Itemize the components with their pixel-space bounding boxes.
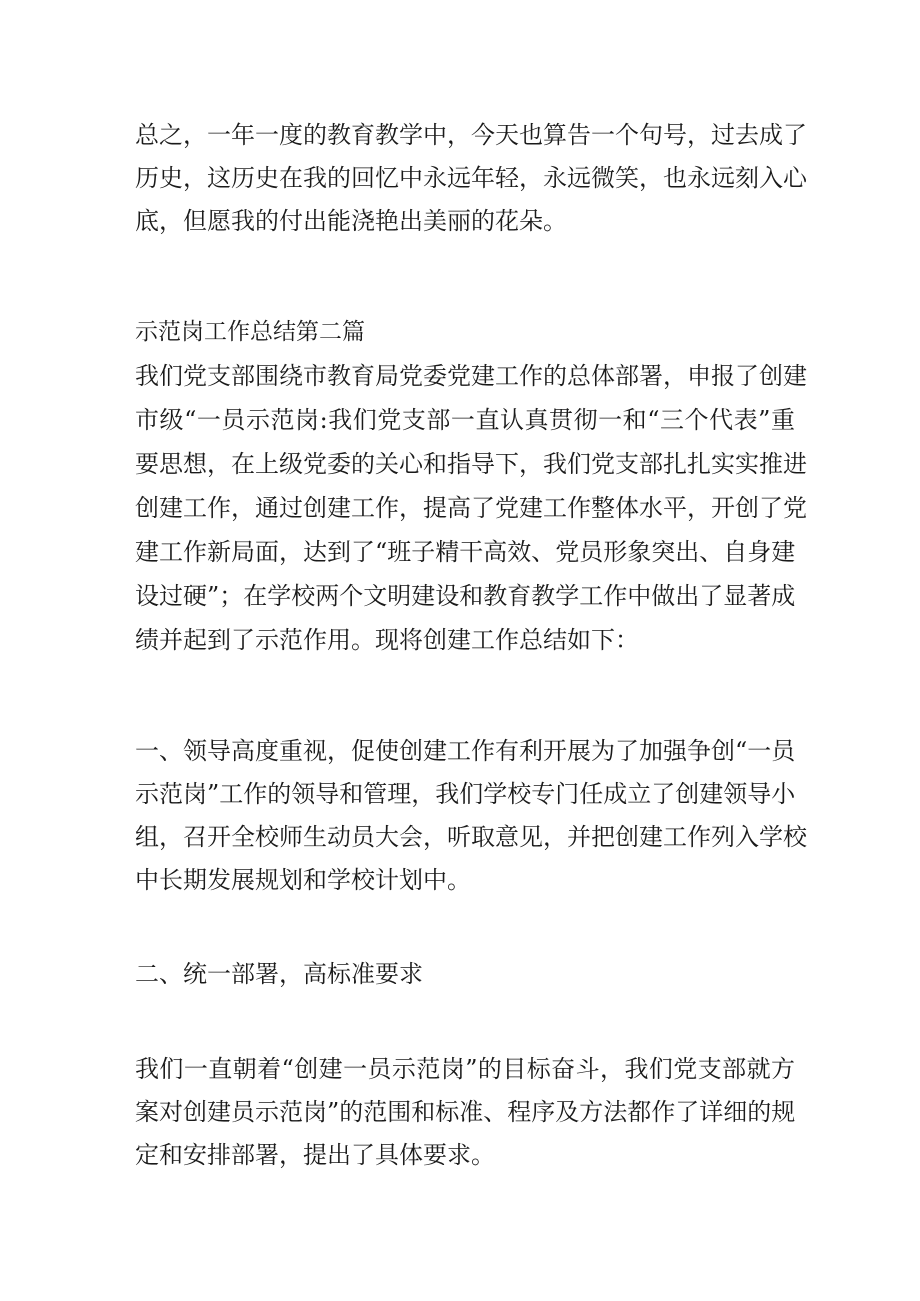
paragraph-3-line-4: 中长期发展规划和学校计划中。 <box>135 866 471 894</box>
heading-2: 二、统一部署，高标准要求 <box>135 960 423 988</box>
paragraph-1-line-2: 历史，这历史在我的回忆中永远年轻，永远微笑，也永远刻入心 <box>135 164 807 192</box>
paragraph-3-line-2: 示范岗”工作的领导和管理，我们学校专门任成立了创建领导小 <box>135 780 796 808</box>
paragraph-3-line-3: 组，召开全校师生动员大会，听取意见，并把创建工作列入学校 <box>135 823 807 851</box>
paragraph-2-line-4: 创建工作，通过创建工作，提高了党建工作整体水平，开创了党 <box>135 494 807 522</box>
paragraph-4-line-3: 定和安排部署，提出了具体要求。 <box>135 1141 495 1169</box>
paragraph-1-line-3: 底，但愿我的付出能浇艳出美丽的花朵。 <box>135 207 567 235</box>
paragraph-4-line-1: 我们一直朝着“创建一员示范岗”的目标奋斗，我们党支部就方 <box>135 1055 795 1083</box>
paragraph-2-line-2: 市级“一员示范岗:我们党支部一直认真贯彻一和“三个代表”重 <box>135 406 795 434</box>
paragraph-2-line-3: 要思想，在上级党委的关心和指导下，我们党支部扎扎实实推进 <box>135 450 807 478</box>
paragraph-3-line-1: 一、领导高度重视，促使创建工作有利开展为了加强争创“一员 <box>135 737 796 765</box>
paragraph-2-line-6: 设过硬”；在学校两个文明建设和教育教学工作中做出了显著成 <box>135 582 796 610</box>
paragraph-2-line-7: 绩并起到了示范作用。现将创建工作总结如下： <box>135 626 639 654</box>
paragraph-2-line-5: 建工作新局面，达到了“班子精干高效、党员形象突出、自身建 <box>135 538 796 566</box>
paragraph-4-line-2: 案对创建员示范岗”的范围和标准、程序及方法都作了详细的规 <box>135 1098 796 1126</box>
paragraph-1-line-1: 总之，一年一度的教育教学中，今天也算告一个句号，过去成了 <box>135 121 807 149</box>
paragraph-2-line-1: 我们党支部围绕市教育局党委党建工作的总体部署，申报了创建 <box>135 362 807 390</box>
section-title: 示范岗工作总结第二篇 <box>135 319 365 345</box>
